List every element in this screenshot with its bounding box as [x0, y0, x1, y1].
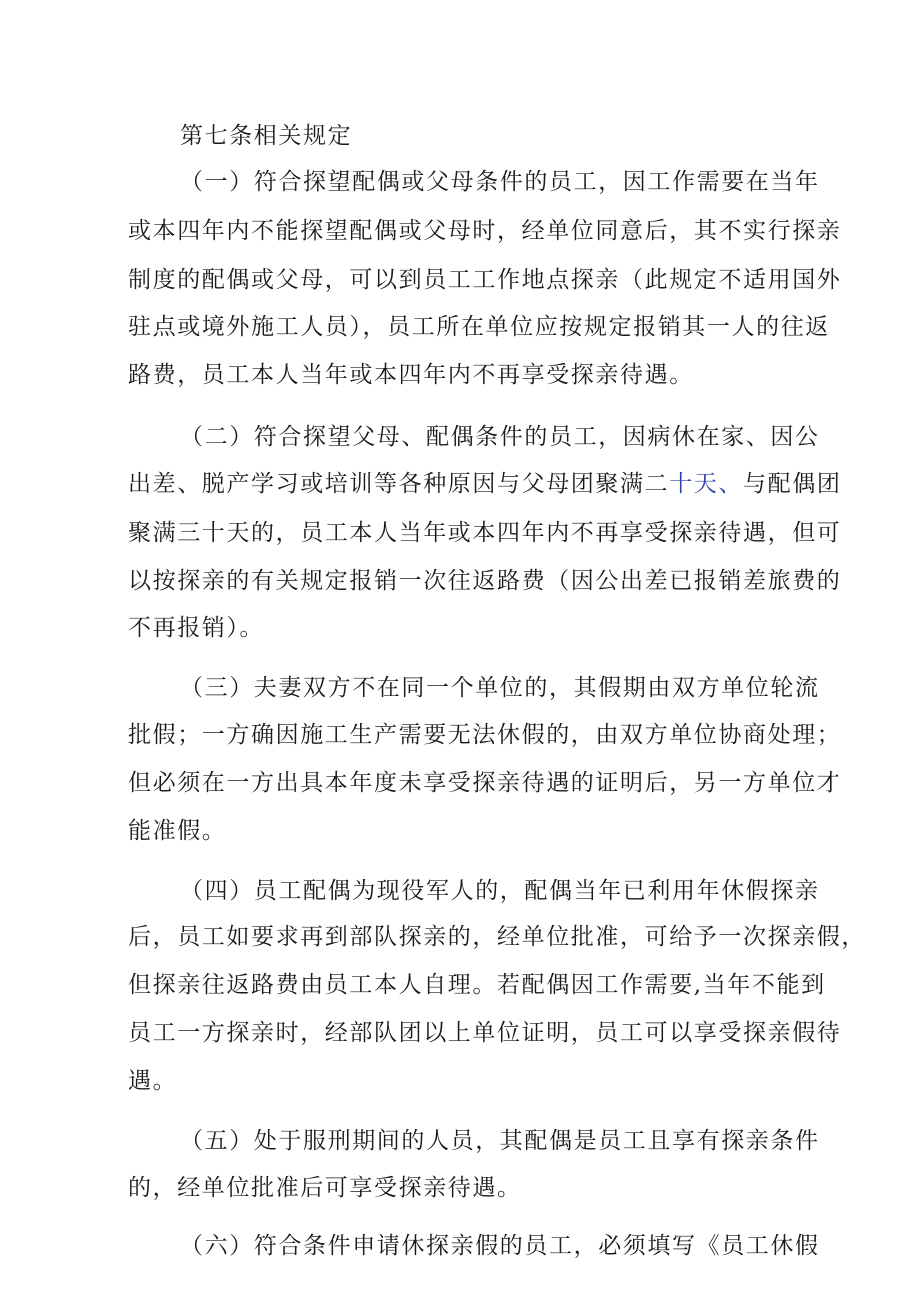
p2-highlight-text: 十天、: [669, 471, 744, 497]
p2-line-2: [128, 464, 920, 504]
p2-line-1: （二）符合探望父母、配偶条件的员工，因病休在家、因公: [180, 424, 820, 450]
p4-line-2: 后，员工如要求再到部队探亲的，经单位批准，可给予一次探亲假，: [128, 924, 866, 950]
p1-line-1: （一）符合探望配偶或父母条件的员工，因工作需要在当年: [180, 169, 820, 195]
p4-line-5: 遇。: [128, 1068, 178, 1094]
p4-line-4: 员工一方探亲时，经部队团以上单位证明，员工可以享受探亲假待: [128, 1020, 842, 1046]
p2-line-4: 以按探亲的有关规定报销一次往返路费（因公出差已报销差旅费的: [128, 568, 842, 594]
p3-line-3: 但必须在一方出具本年度未享受探亲待遇的证明后，另一方单位才: [128, 770, 842, 796]
p1-line-3: 制度的配偶或父母，可以到员工工作地点探亲（此规定不适用国外: [128, 267, 842, 293]
p2-line-2-tail: 与配偶团: [743, 471, 842, 497]
p2-line-2-text: 出差、脱产学习或培训等各种原因与父母团聚满二: [128, 471, 670, 497]
p5-line-1: （五）处于服刑期间的人员，其配偶是员工且享有探亲条件: [180, 1128, 820, 1154]
p3-line-4: 能准假。: [128, 818, 227, 844]
p2-line-5: 不再报销）。: [128, 615, 265, 641]
p4-line-1: （四）员工配偶为现役军人的，配偶当年已利用年休假探亲: [180, 878, 820, 904]
p5-line-2: 的，经单位批准后可享受探亲待遇。: [128, 1175, 522, 1201]
p3-line-2: 批假；一方确因施工生产需要无法休假的，由双方单位协商处理；: [128, 722, 842, 748]
p1-line-4: 驻点或境外施工人员），员工所在单位应按规定报销其一人的往返: [128, 314, 830, 340]
p2-line-3: 聚满三十天的，员工本人当年或本四年内不再享受探亲待遇，但可: [128, 520, 842, 546]
p1-line-5: 路费，员工本人当年或本四年内不再享受探亲待遇。: [128, 362, 694, 388]
p3-line-1: （三）夫妻双方不在同一个单位的，其假期由双方单位轮流: [180, 675, 820, 701]
p1-line-2: 或本四年内不能探望配偶或父母时，经单位同意后，其不实行探亲: [128, 218, 842, 244]
p4-line-3: 但探亲往返路费由员工本人自理。若配偶因工作需要,当年不能到: [128, 972, 826, 998]
p6-line-1: （六）符合条件申请休探亲假的员工，必须填写《员工休假: [180, 1233, 820, 1259]
article-heading: 第七条相关规定: [180, 123, 353, 149]
